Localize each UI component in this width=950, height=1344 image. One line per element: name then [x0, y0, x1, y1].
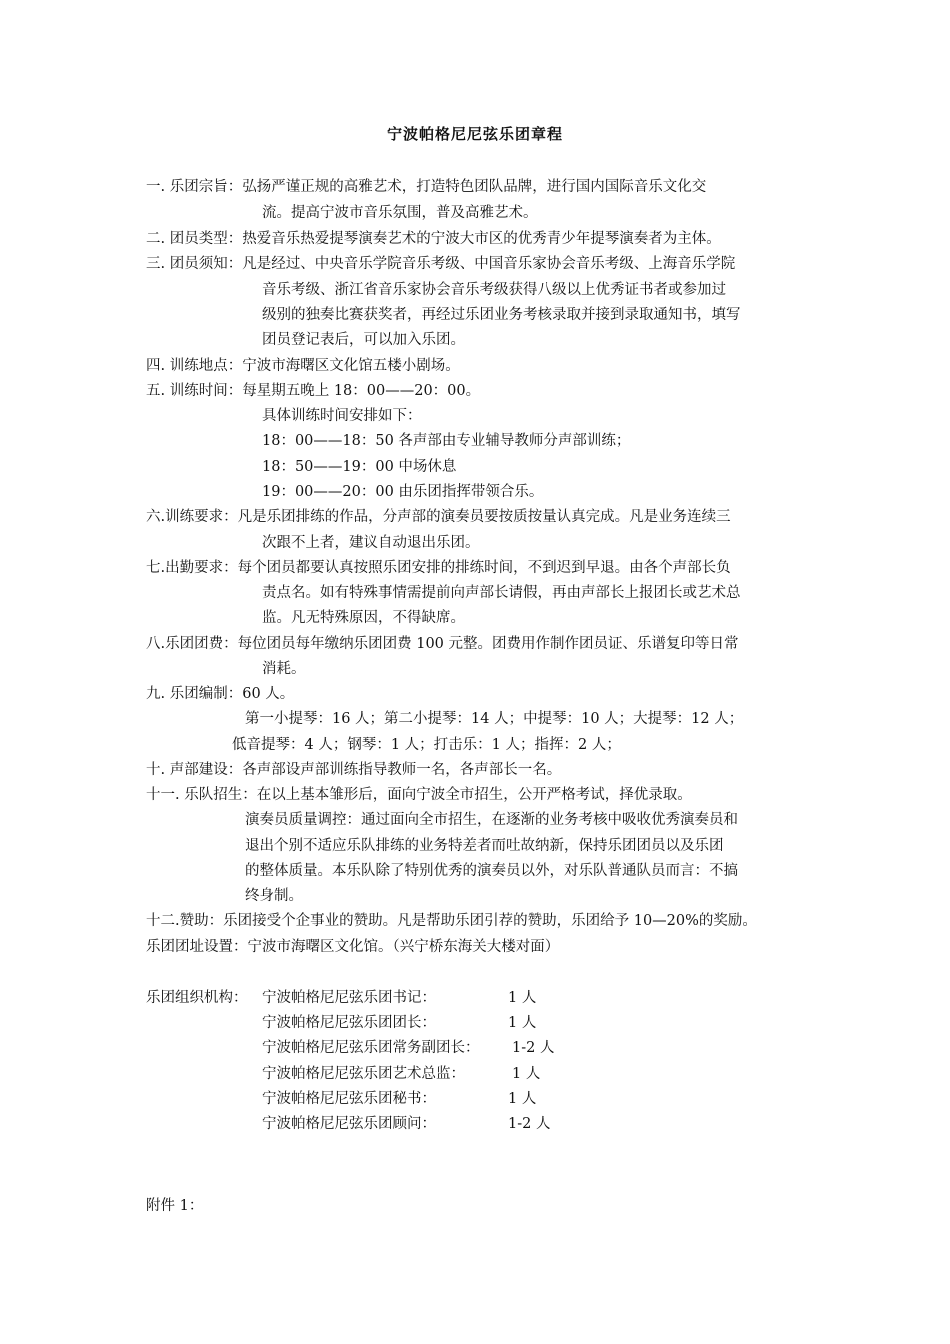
clause-9-sections: 第一小提琴：16 人；第二小提琴：14 人；中提琴：10 人；大提琴：12 人；	[245, 711, 744, 727]
attachment-label: 附件 1：	[146, 1198, 204, 1214]
org-role: 宁波帕格尼尼弦乐团秘书：	[262, 1091, 436, 1107]
address-line: 乐团团址设置：宁波市海曙区文化馆。（兴宁桥东海关大楼对面）	[146, 939, 560, 955]
org-count: 1-2 人	[508, 1116, 551, 1132]
clause-3-cont: 音乐考级、浙江省音乐家协会音乐考级获得八级以上优秀证书者或参加过	[262, 282, 726, 298]
clause-7: 七.出勤要求：每个团员都要认真按照乐团安排的排练时间，不到迟到早退。由各个声部长负	[146, 560, 731, 576]
clause-4: 四. 训练地点：宁波市海曙区文化馆五楼小剧场。	[146, 358, 460, 374]
clause-11-cont: 退出个别不适应乐队排练的业务特差者而吐故纳新，保持乐团团员以及乐团	[245, 838, 724, 854]
org-role: 宁波帕格尼尼弦乐团艺术总监：	[262, 1066, 465, 1082]
org-count: 1 人	[508, 1091, 537, 1107]
org-role: 宁波帕格尼尼弦乐团团长：	[262, 1015, 436, 1031]
clause-1-cont: 流。提高宁波市音乐氛围，普及高雅艺术。	[262, 205, 538, 221]
org-label: 乐团组织机构：	[146, 990, 248, 1006]
clause-5-schedule-item: 18：00——18：50 各声部由专业辅导教师分声部训练；	[262, 433, 631, 449]
org-role: 宁波帕格尼尼弦乐团书记：	[262, 990, 436, 1006]
clause-6: 六.训练要求：凡是乐团排练的作品，分声部的演奏员要按质按量认真完成。凡是业务连续三	[146, 509, 731, 525]
org-count: 1 人	[508, 1015, 537, 1031]
clause-5-schedule-heading: 具体训练时间安排如下：	[262, 408, 422, 424]
clause-8: 八.乐团团费：每位团员每年缴纳乐团团费 100 元整。团费用作制作团员证、乐谱复印等日常	[146, 636, 739, 652]
clause-8-cont: 消耗。	[262, 661, 306, 677]
clause-9-sections: 低音提琴：4 人；钢琴：1 人；打击乐：1 人；指挥：2 人；	[232, 737, 621, 753]
org-count: 1 人	[508, 990, 537, 1006]
clause-9: 九. 乐团编制：60 人。	[146, 686, 295, 702]
clause-11-cont: 终身制。	[245, 888, 303, 904]
clause-11: 十一. 乐队招生：在以上基本雏形后，面向宁波全市招生，公开严格考试，择优录取。	[146, 787, 692, 803]
org-count: 1 人	[512, 1066, 541, 1082]
clause-3: 三. 团员须知：凡是经过、中央音乐学院音乐考级、中国音乐家协会音乐考级、上海音乐学院	[146, 256, 736, 272]
org-role: 宁波帕格尼尼弦乐团常务副团长：	[262, 1040, 480, 1056]
clause-3-cont: 级别的独奏比赛获奖者，再经过乐团业务考核录取并接到录取通知书，填写	[262, 307, 741, 323]
clause-11-cont: 演奏员质量调控：通过面向全市招生，在逐渐的业务考核中吸收优秀演奏员和	[245, 812, 738, 828]
clause-7-cont: 监。凡无特殊原因，不得缺席。	[262, 610, 465, 626]
clause-12: 十二.赞助：乐团接受个企事业的赞助。凡是帮助乐团引荐的赞助，乐团给予 10—20%的奖励。	[146, 913, 757, 929]
org-role: 宁波帕格尼尼弦乐团顾问：	[262, 1116, 436, 1132]
clause-5-schedule-item: 18：50——19：00 中场休息	[262, 459, 457, 475]
org-count: 1-2 人	[512, 1040, 555, 1056]
clause-2: 二. 团员类型：热爱音乐热爱提琴演奏艺术的宁波大市区的优秀青少年提琴演奏者为主体。	[146, 231, 721, 247]
clause-1: 一. 乐团宗旨：弘扬严谨正规的高雅艺术，打造特色团队品牌，进行国内国际音乐文化交	[146, 179, 707, 195]
clause-5: 五. 训练时间：每星期五晚上 18：00——20：00。	[146, 383, 481, 399]
document-title: 宁波帕格尼尼弦乐团章程	[386, 125, 563, 143]
clause-10: 十. 声部建设：各声部设声部训练指导教师一名，各声部长一名。	[146, 762, 562, 778]
clause-6-cont: 次跟不上者，建议自动退出乐团。	[262, 535, 480, 551]
clause-7-cont: 责点名。如有特殊事情需提前向声部长请假，再由声部长上报团长或艺术总	[262, 585, 741, 601]
clause-3-cont: 团员登记表后，可以加入乐团。	[262, 332, 465, 348]
clause-5-schedule-item: 19：00——20：00 由乐团指挥带领合乐。	[262, 484, 544, 500]
clause-11-cont: 的整体质量。本乐队除了特别优秀的演奏员以外，对乐队普通队员而言：不搞	[245, 863, 738, 879]
